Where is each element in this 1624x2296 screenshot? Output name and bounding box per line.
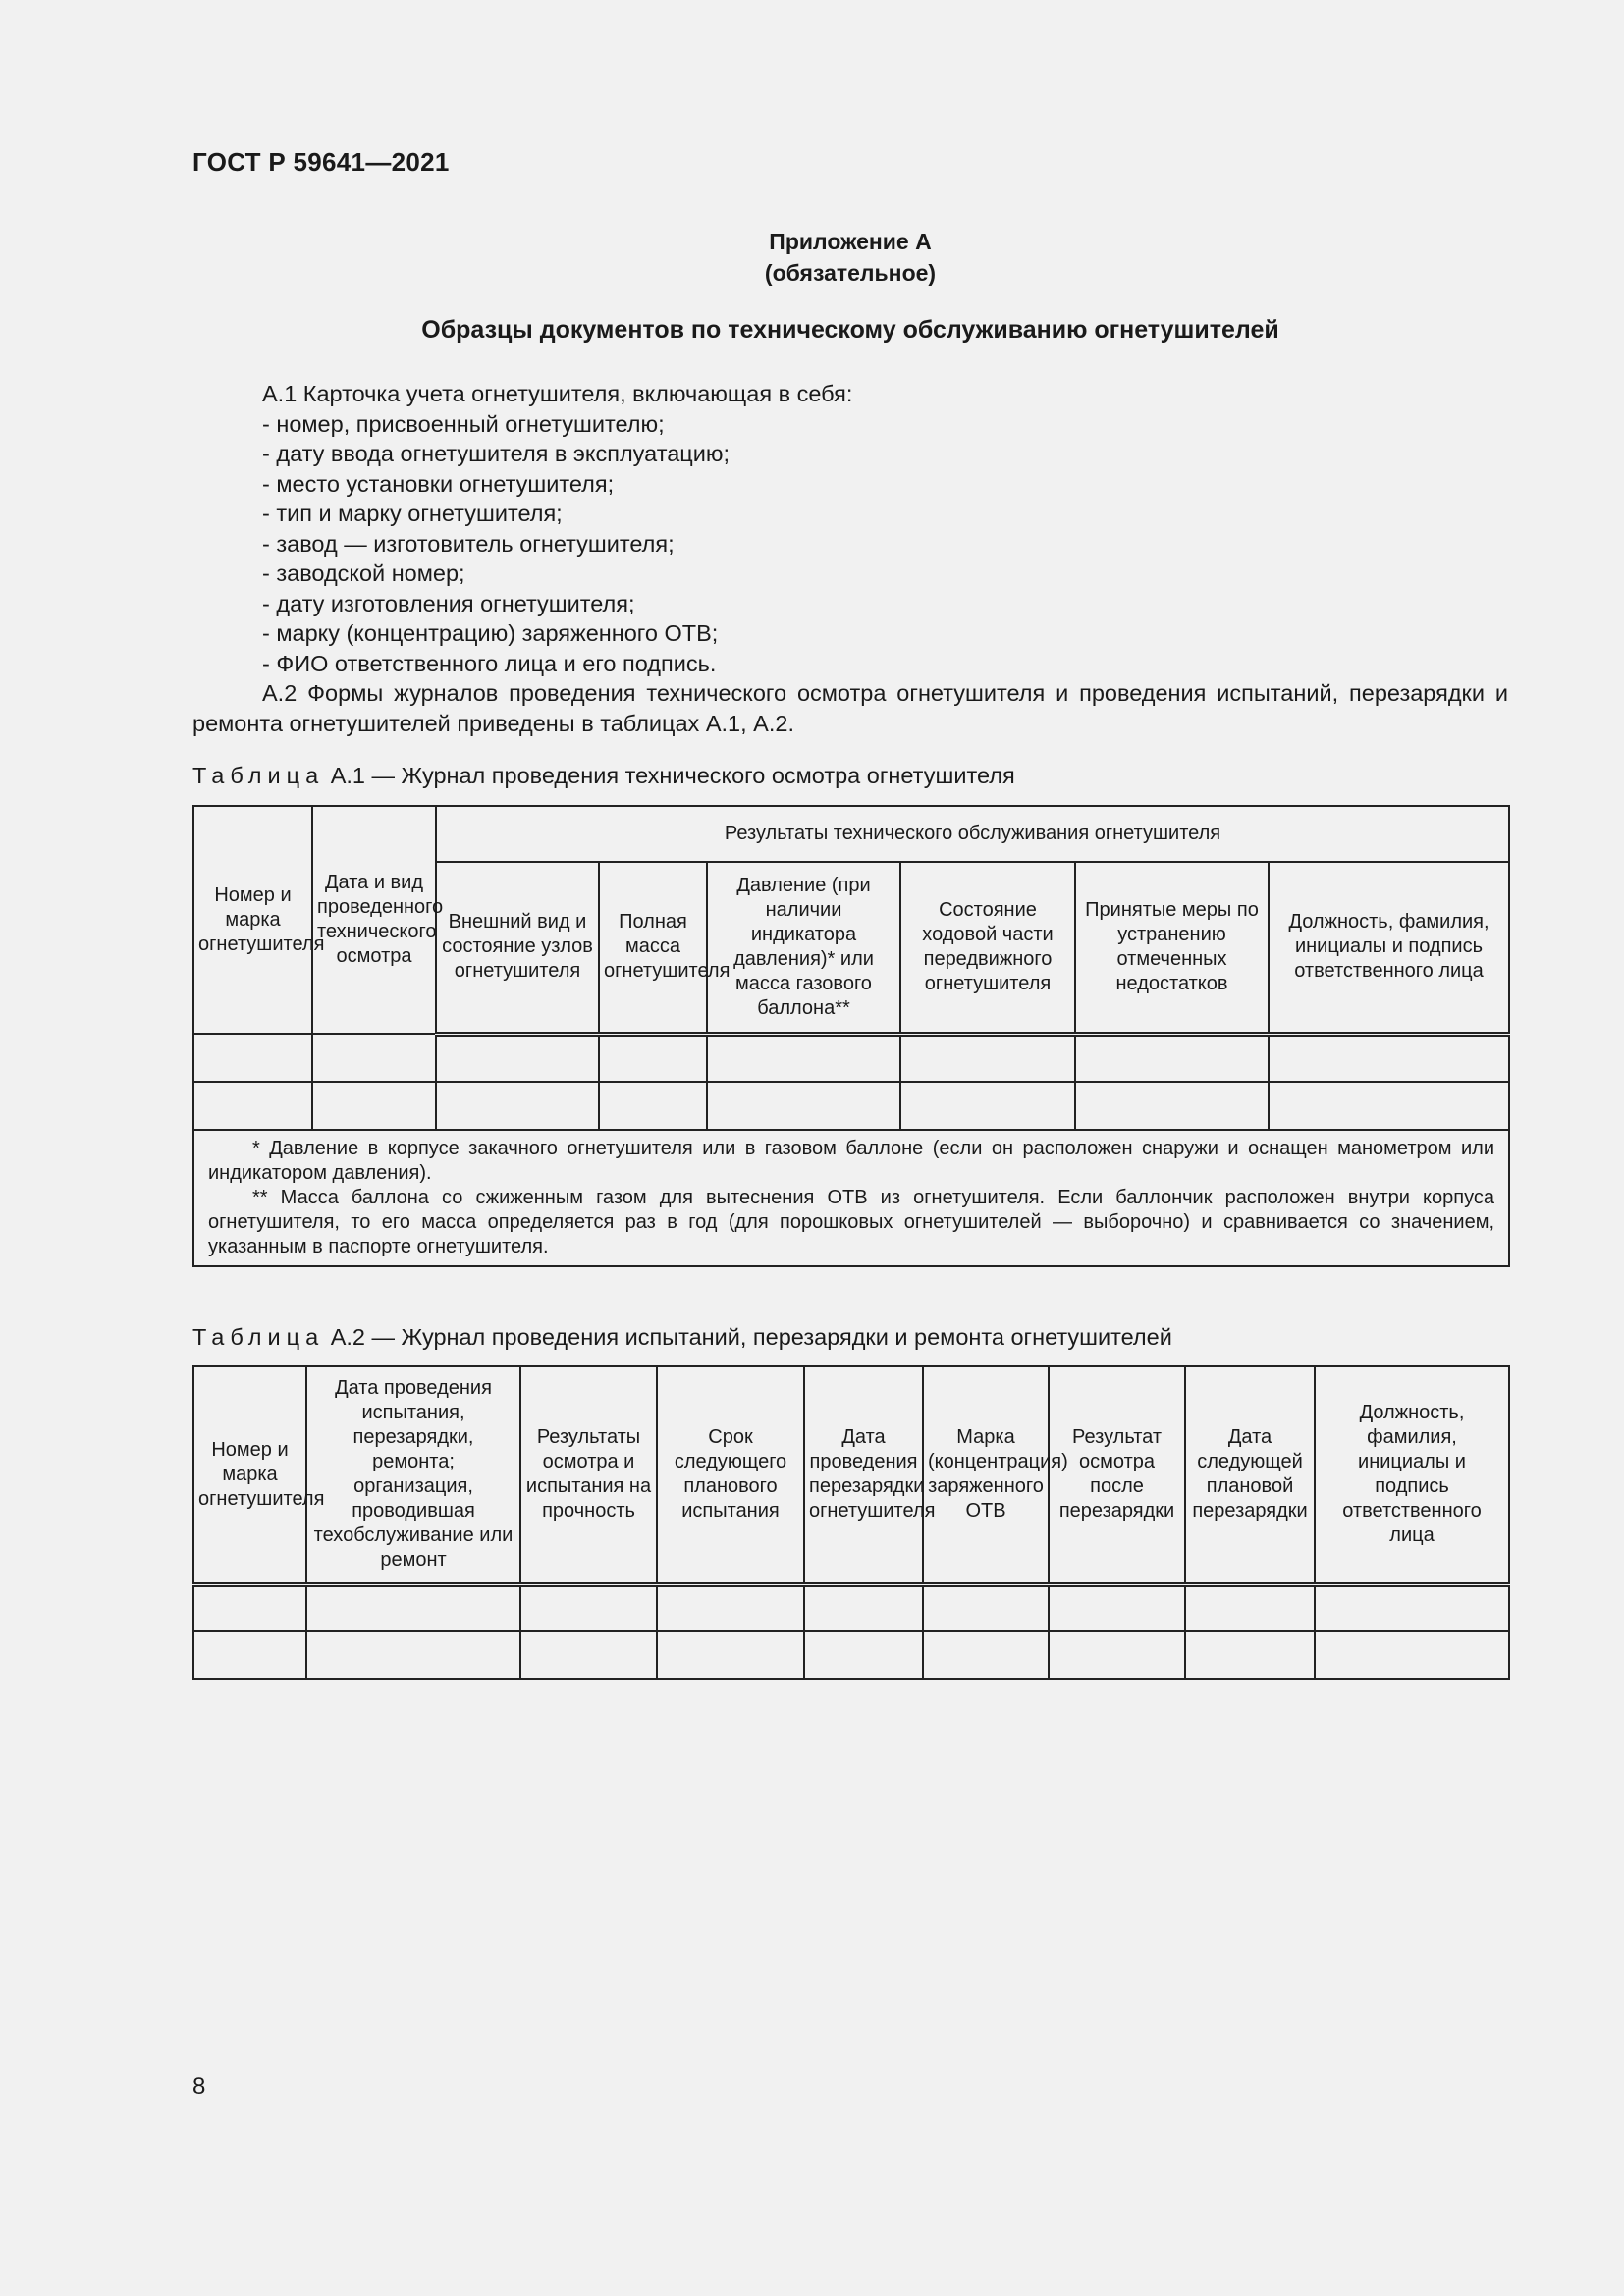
document-code: ГОСТ Р 59641—2021 [192, 147, 450, 177]
table1-subheader: Давление (при наличии индикатора давления)* или масса газового баллона** [707, 862, 900, 1034]
table1-subheader: Должность, фамилия, инициалы и подпись ответственного лица [1269, 862, 1509, 1034]
table2-header: Дата проведения перезарядки огнетушителя [804, 1366, 923, 1584]
table-cell [1075, 1082, 1269, 1130]
table-cell [900, 1034, 1075, 1082]
table-cell [657, 1584, 804, 1631]
table-cell [193, 1034, 312, 1082]
body-text [192, 379, 1508, 738]
list-item: - дату ввода огнетушителя в эксплуатацию; [262, 441, 731, 466]
table-cell [1315, 1631, 1509, 1679]
table-row [193, 1034, 1509, 1082]
table1-header-number: Номер и марка огнетушителя [193, 806, 312, 1034]
table1 [192, 805, 1510, 1267]
table1-note-2: ** Масса баллона со сжиженным газом для вытеснения ОТВ из огнетушителя. Если баллончик расположен внутри корпуса огнетушителя, то его масса определяется раз в год (для порошковых огнетушителей — выборочно) и сравнивается со значением, указанным в паспорте огнетушителя. [208, 1187, 1494, 1257]
table-cell [1315, 1584, 1509, 1631]
table-cell [657, 1631, 804, 1679]
section-title: Образцы документов по техническому обслуживанию огнетушителей [421, 316, 1279, 344]
table2-caption-word: Таблица [192, 1324, 325, 1350]
table-cell [436, 1034, 599, 1082]
table-row [193, 1082, 1509, 1130]
table-cell [1185, 1631, 1315, 1679]
table2-header: Срок следующего планового испытания [657, 1366, 804, 1584]
table-cell [707, 1034, 900, 1082]
table-cell [312, 1034, 436, 1082]
table-cell [193, 1631, 306, 1679]
annex-heading [192, 226, 1508, 289]
list-item: - ФИО ответственного лица и его подпись. [262, 650, 717, 676]
list-item: - заводской номер; [262, 561, 465, 586]
table1-caption [192, 763, 1015, 789]
annex-status: (обязательное) [764, 260, 937, 286]
table-cell [804, 1631, 923, 1679]
table2-header: Дата следующей плановой перезарядки [1185, 1366, 1315, 1584]
table-cell [1049, 1584, 1185, 1631]
table2-header: Марка (концентрация) заряженного ОТВ [923, 1366, 1049, 1584]
annex-title: Приложение А [769, 229, 932, 254]
table-cell [923, 1584, 1049, 1631]
table-cell [1075, 1034, 1269, 1082]
table-cell [312, 1082, 436, 1130]
table-cell [1269, 1082, 1509, 1130]
table-cell [520, 1631, 657, 1679]
table-cell [193, 1082, 312, 1130]
table1-notes-row [193, 1130, 1509, 1266]
table-cell [306, 1584, 520, 1631]
list-item: - номер, присвоенный огнетушителю; [262, 410, 665, 437]
list-item: - место установки огнетушителя; [262, 470, 615, 497]
paragraph-a2: А.2 Формы журналов проведения технического осмотра огнетушителя и проведения испытаний, перезарядки и ремонта огнетушителей приведены в таблицах А.1, А.2. [192, 680, 1508, 736]
table-cell [1049, 1631, 1185, 1679]
table1-caption-word: Таблица [192, 763, 325, 788]
table1-notes [193, 1130, 1509, 1266]
table1-subheader: Принятые меры по устранению отмеченных недостатков [1075, 862, 1269, 1034]
table-cell [436, 1082, 599, 1130]
table1-caption-text: А.1 — Журнал проведения технического осмотра огнетушителя [330, 763, 1015, 788]
table1-note-1: * Давление в корпусе закачного огнетушителя или в газовом баллоне (если он расположен снаружи и оснащен манометром или индикатором давления). [208, 1138, 1494, 1184]
table-cell [1185, 1584, 1315, 1631]
table2-header: Результаты осмотра и испытания на прочность [520, 1366, 657, 1584]
table-cell [193, 1584, 306, 1631]
table-cell [923, 1631, 1049, 1679]
table1-subheader: Полная масса огнетушителя [599, 862, 707, 1034]
table2-caption [192, 1324, 1172, 1351]
table1-subheader: Состояние ходовой части передвижного огнетушителя [900, 862, 1075, 1034]
table2-header: Дата проведения испытания, перезарядки, ремонта; организация, проводившая техобслуживание или ремонт [306, 1366, 520, 1584]
table2 [192, 1365, 1510, 1680]
table-row [193, 1584, 1509, 1631]
table1-group-header: Результаты технического обслуживания огнетушителя [436, 806, 1509, 862]
table-cell [520, 1584, 657, 1631]
table-row [193, 1631, 1509, 1679]
list-item: - марку (концентрацию) заряженного ОТВ; [262, 620, 719, 646]
list-item: - дату изготовления огнетушителя; [262, 590, 635, 616]
paragraph-a1-intro: А.1 Карточка учета огнетушителя, включающая в себя: [262, 381, 853, 406]
page-number: 8 [192, 2073, 206, 2100]
table-cell [1269, 1034, 1509, 1082]
table2-header: Результат осмотра после перезарядки [1049, 1366, 1185, 1584]
list-item: - тип и марку огнетушителя; [262, 501, 563, 526]
table-cell [900, 1082, 1075, 1130]
table-cell [707, 1082, 900, 1130]
table2-header: Номер и марка огнетушителя [193, 1366, 306, 1584]
table2-caption-text: А.2 — Журнал проведения испытаний, перезарядки и ремонта огнетушителей [330, 1324, 1172, 1350]
table1-header-date: Дата и вид проведенного технического осмотра [312, 806, 436, 1034]
table-cell [306, 1631, 520, 1679]
table-cell [804, 1584, 923, 1631]
table1-subheader: Внешний вид и состояние узлов огнетушителя [436, 862, 599, 1034]
table-cell [599, 1082, 707, 1130]
list-item: - завод — изготовитель огнетушителя; [262, 530, 675, 557]
table2-header: Должность, фамилия, инициалы и подпись ответственного лица [1315, 1366, 1509, 1584]
table-cell [599, 1034, 707, 1082]
